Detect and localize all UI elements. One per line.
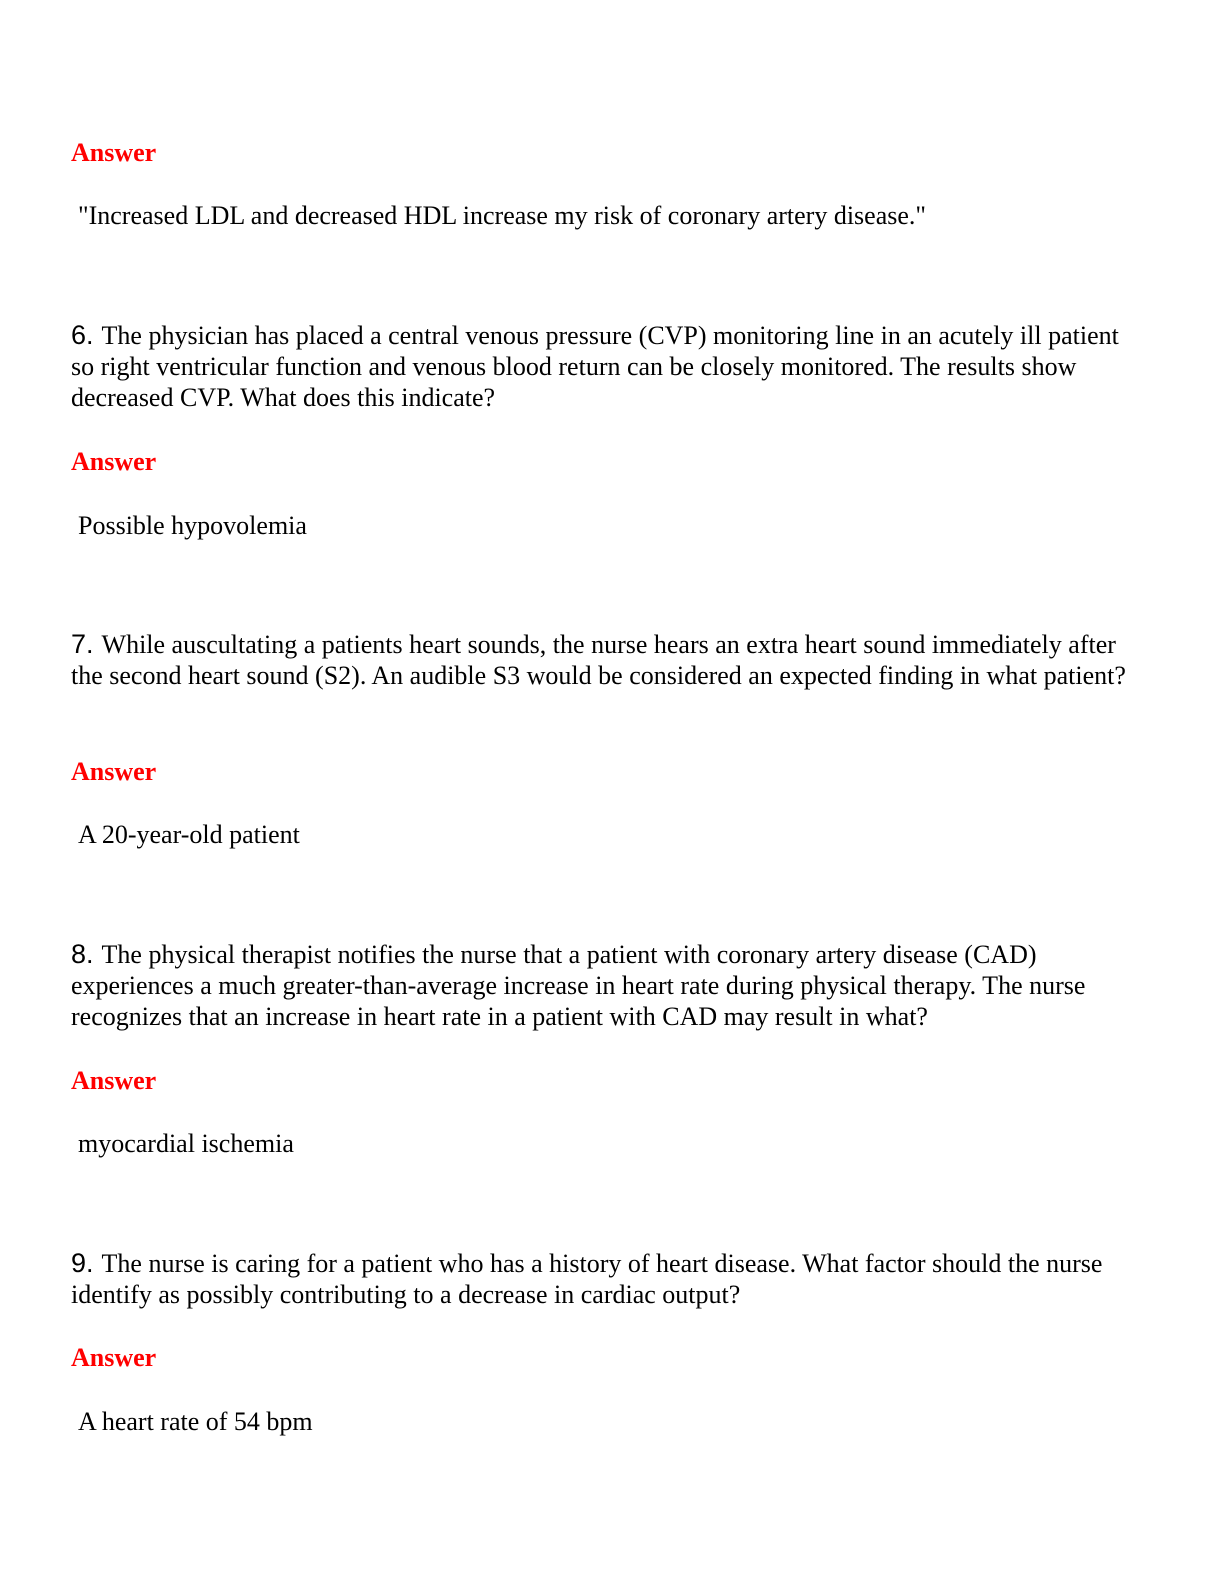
answer-text-9: A heart rate of 54 bpm xyxy=(78,1407,313,1436)
answer-text-6: Possible hypovolemia xyxy=(78,511,307,540)
question-text: The physician has placed a central venous pressure (CVP) monitoring line in an acutely ill patient so right ventricular function and venous blood return can be closely monitored. The results show decreased CVP. What does this indicate? xyxy=(71,321,1119,412)
question-number: 6. xyxy=(71,320,94,350)
question-number: 9. xyxy=(71,1248,94,1278)
answer-label: Answer xyxy=(71,1343,157,1372)
answer-text-5: "Increased LDL and decreased HDL increase my risk of coronary artery disease." xyxy=(78,201,927,230)
answer-text-7: A 20-year-old patient xyxy=(78,820,300,849)
question-number: 8. xyxy=(71,939,94,969)
question-number: 7. xyxy=(71,629,94,659)
question-7 xyxy=(71,629,1146,691)
answer-label: Answer xyxy=(71,757,157,786)
question-text: While auscultating a patients heart sounds, the nurse hears an extra heart sound immediately after the second heart sound (S2). An audible S3 would be considered an expected finding in what patient? xyxy=(71,630,1126,690)
question-9 xyxy=(71,1248,1146,1310)
question-6 xyxy=(71,320,1146,413)
answer-label: Answer xyxy=(71,447,157,476)
question-8 xyxy=(71,939,1146,1032)
question-text: The nurse is caring for a patient who has a history of heart disease. What factor should the nurse identify as possibly contributing to a decrease in cardiac output? xyxy=(71,1249,1103,1309)
question-text: The physical therapist notifies the nurse that a patient with coronary artery disease (CAD) experiences a much greater-than-average increase in heart rate during physical therapy. The nurse recognizes that an increase in heart rate in a patient with CAD may result in what? xyxy=(71,940,1086,1031)
answer-label: Answer xyxy=(71,1066,157,1095)
answer-text-8: myocardial ischemia xyxy=(78,1129,294,1158)
answer-label: Answer xyxy=(71,138,157,167)
